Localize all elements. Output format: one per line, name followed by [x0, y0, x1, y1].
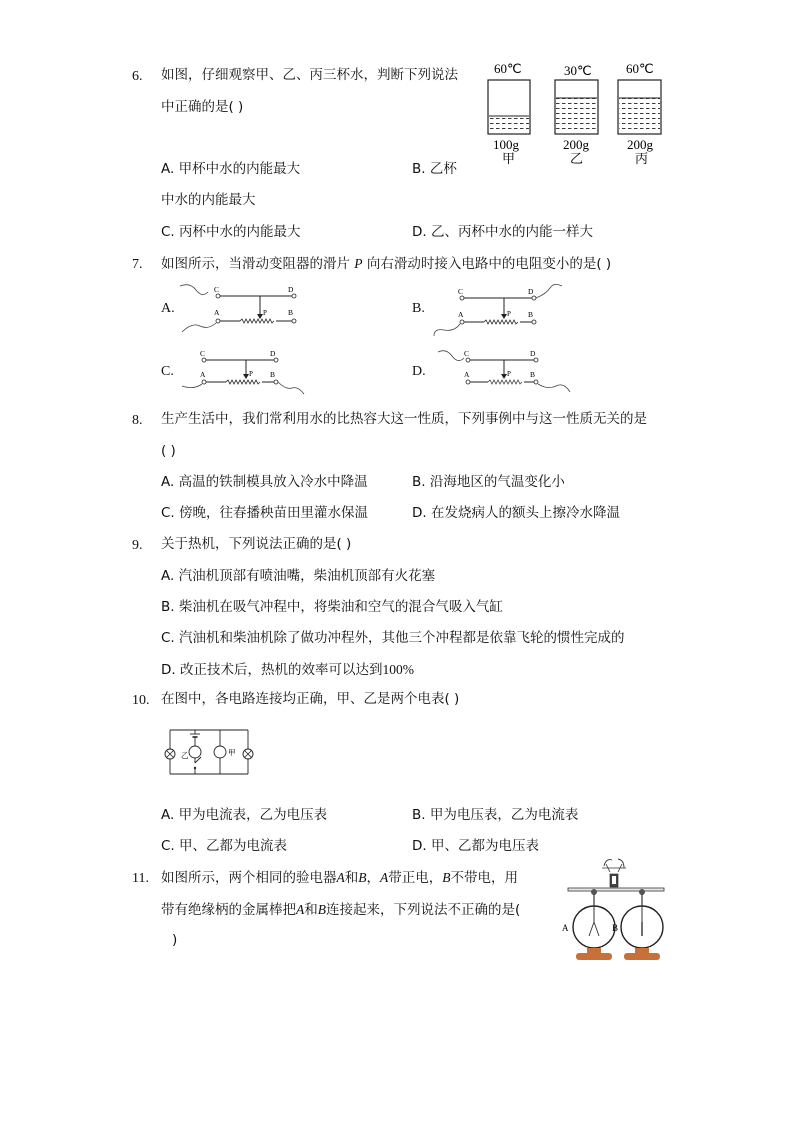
q8-option-d: D. 在发烧病人的额头上擦冷水降温 — [412, 505, 620, 521]
q6-cup2-temp: 30℃ — [564, 63, 592, 78]
q11-electroscope-a — [562, 889, 615, 960]
svg-text:A: A — [214, 308, 220, 317]
q6-cup2-name: 乙 — [570, 151, 584, 166]
q7-number: 7. — [132, 257, 143, 272]
q6-cup1-temp: 60℃ — [494, 61, 522, 76]
svg-text:C: C — [458, 287, 464, 296]
q10-stem: 在图中，各电路连接均正确，甲、乙是两个电表( ) — [161, 691, 460, 707]
q10-lamp-left — [165, 749, 175, 759]
q6-cup1-mass: 100g — [493, 137, 519, 152]
q10-meter-jia-label: 甲 — [228, 748, 236, 757]
q7-rheostat-figure-a — [178, 282, 308, 340]
q10-option-a: A. 甲为电流表，乙为电压表 — [161, 807, 328, 823]
q6-cup3-water — [619, 98, 660, 133]
q6-number: 6. — [132, 69, 143, 84]
q6-cup1-water — [489, 116, 529, 133]
svg-text:D: D — [270, 349, 276, 358]
q7-rheostat-figure-d — [432, 346, 572, 398]
q11-metal-rod — [568, 888, 664, 891]
q10-meter-yi-label: 乙 — [181, 751, 189, 760]
svg-text:A: A — [200, 370, 206, 379]
q11-stem-line1: 如图所示，两个相同的验电器A和B，A带正电，B不带电，用 — [161, 870, 518, 886]
svg-text:B: B — [528, 310, 534, 319]
q6-cup2-water — [556, 98, 597, 133]
q11-label-b: B — [612, 923, 619, 933]
q8-number: 8. — [132, 413, 143, 428]
q11-number: 11. — [132, 871, 149, 886]
q9-option-b: B. 柴油机在吸气冲程中，将柴油和空气的混合气吸入气缸 — [161, 599, 503, 615]
q6-stem-line1: 如图，仔细观察甲、乙、丙三杯水，判断下列说法 — [161, 67, 458, 83]
svg-text:A: A — [464, 370, 470, 379]
svg-text:P: P — [263, 309, 267, 317]
q9-number: 9. — [132, 538, 143, 553]
q7-stem-slider-p: P — [354, 256, 363, 271]
q7-label-b: B. — [412, 301, 425, 316]
q11-insulating-handle — [602, 859, 626, 887]
q7-label-d: D. — [412, 364, 426, 379]
svg-text:D: D — [530, 349, 536, 358]
q6-cup3-temp: 60℃ — [626, 61, 654, 76]
svg-text:D: D — [528, 287, 534, 296]
q6-option-d: D. 乙、丙杯中水的内能一样大 — [412, 224, 593, 240]
q10-meter-jia — [214, 746, 226, 758]
q7-stem-part1: 如图所示，当滑动变阻器的滑片 — [161, 256, 350, 272]
svg-text:C: C — [464, 349, 470, 358]
q6-cup3-name: 丙 — [635, 151, 649, 166]
svg-text:B: B — [270, 370, 276, 379]
q7-label-c: C. — [161, 364, 174, 379]
svg-text:P: P — [507, 310, 511, 318]
q6-option-b-part2: 中水的内能最大 — [161, 192, 256, 208]
q6-stem-line2: 中正确的是( ) — [161, 99, 244, 115]
svg-text:B: B — [288, 308, 294, 317]
svg-text:P: P — [507, 370, 511, 378]
q8-option-a: A. 高温的铁制模具放入冷水中降温 — [161, 474, 368, 490]
q11-label-a: A — [562, 923, 569, 933]
q9-option-d-number: 100% — [382, 662, 414, 677]
svg-text:C: C — [200, 349, 206, 358]
q7-stem-part2: 向右滑动时接入电路中的电阻变小的是( ) — [366, 256, 612, 272]
q6-cup3-mass: 200g — [627, 137, 653, 152]
q6-option-c: C. 丙杯中水的内能最大 — [161, 224, 301, 240]
q9-option-d-text: D. 改正技术后，热机的效率可以达到 — [161, 662, 383, 678]
q8-stem-line2: ( ) — [161, 443, 176, 459]
q6-cup2-mass: 200g — [563, 137, 589, 152]
q9-option-c: C. 汽油机和柴油机除了做功冲程外，其他三个冲程都是依靠飞轮的惯性完成的 — [161, 630, 625, 646]
q10-circuit-figure — [158, 722, 258, 786]
q10-lamp-right — [243, 749, 253, 759]
q10-option-c: C. 甲、乙都为电流表 — [161, 838, 288, 854]
q6-option-a: A. 甲杯中水的内能最大 — [161, 161, 301, 177]
q10-option-d: D. 甲、乙都为电压表 — [412, 838, 539, 854]
q11-stem-line2: 带有绝缘柄的金属棒把A和B连接起来，下列说法不正确的是( — [161, 902, 521, 918]
svg-text:D: D — [288, 285, 294, 294]
svg-text:A: A — [458, 310, 464, 319]
q7-rheostat-figure-c — [178, 346, 308, 398]
q10-number: 10. — [132, 693, 150, 708]
q11-electroscope-figure — [560, 856, 670, 968]
q9-option-d — [161, 663, 414, 678]
q11-stem-line3: ) — [172, 932, 178, 948]
q7-label-a: A. — [161, 301, 175, 316]
q6-three-cups-figure — [478, 56, 668, 171]
q7-stem — [161, 257, 611, 272]
q11-electroscope-b — [612, 889, 663, 960]
q6-cup1-name: 甲 — [502, 151, 516, 166]
q10-meter-yi — [189, 746, 201, 758]
q9-stem: 关于热机，下列说法正确的是( ) — [161, 536, 352, 552]
svg-text:P: P — [249, 370, 253, 378]
q8-option-b: B. 沿海地区的气温变化小 — [412, 474, 565, 490]
svg-text:C: C — [214, 285, 220, 294]
q9-option-a: A. 汽油机顶部有喷油嘴，柴油机顶部有火花塞 — [161, 568, 436, 584]
q7-rheostat-figure-b — [432, 284, 567, 340]
q10-option-b: B. 甲为电压表，乙为电流表 — [412, 807, 579, 823]
q8-option-c: C. 傍晚，往春播秧苗田里灌水保温 — [161, 505, 369, 521]
svg-text:B: B — [530, 370, 536, 379]
q8-stem-line1: 生产生活中，我们常利用水的比热容大这一性质，下列事例中与这一性质无关的是 — [161, 411, 647, 427]
q6-option-b-part1: B. 乙杯 — [412, 161, 457, 177]
